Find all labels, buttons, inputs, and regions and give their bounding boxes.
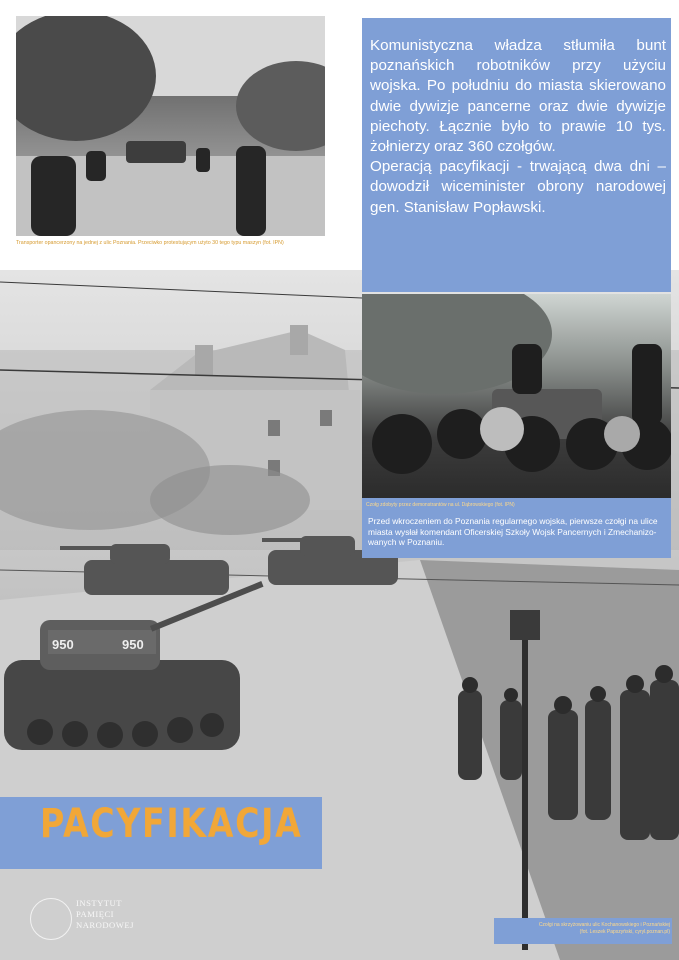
tanks-caption-line-2: (fot. Leszek Papszyński, cyryl.poznan.pl) xyxy=(579,929,670,935)
photo-caption-transporter: Transporter opancerzony na jednej z ulic Poznania. Przeciwko protestującym użyto 30 tego typu maszyn (fot. IPN) xyxy=(16,240,284,246)
tanks-caption-line-1: Czołgi na skrzyżowaniu ulic Kochanowskiego i Poznańskiej xyxy=(538,922,670,928)
captured-tank-description: Przed wkroczeniem do Poznania regularnego wojska, pierwsze czołgi na ulice miasta wysłał komendant Oficerskiej Szkoły Wojsk Pancernych i Zmechanizowanych w Poznaniu. xyxy=(368,516,658,548)
logo-line-3: NARODOWEJ xyxy=(76,920,134,930)
ipn-logo xyxy=(76,898,134,931)
page-title: PACYFIKACJA xyxy=(40,801,303,847)
logo-line-1: INSTYTUT xyxy=(76,898,123,908)
photo-caption-captured-tank: Czołg zdobyty przez demonstrantów na ul. Dąbrowskiego (fot. IPN) xyxy=(366,502,515,508)
photo-caption-tanks xyxy=(498,922,670,936)
intro-paragraph-1: Komunistyczna władza stłumiła bunt poznańskich robotników przy użyciu wojska. Po południu do miasta skierowano dwie dywizje pancerne oraz dwie dywizje piechoty. Łącznie było to prawie 10 tys. żołnierzy oraz 360 czołgów. xyxy=(370,37,666,156)
intro-text xyxy=(370,36,666,218)
logo-line-2: PAMIĘCI xyxy=(76,909,115,919)
tank-number-right: 950 xyxy=(122,637,144,652)
armored-transporter-photo xyxy=(16,16,325,236)
captured-tank-photo xyxy=(362,294,671,499)
intro-paragraph-2: Operacją pacyfikacji - trwającą dwa dni – dowodził wiceminister obrony narodowej gen. Stanisław Popławski. xyxy=(370,158,666,216)
ipn-eagle-icon xyxy=(30,898,72,940)
tank-number-left: 950 xyxy=(52,637,74,652)
